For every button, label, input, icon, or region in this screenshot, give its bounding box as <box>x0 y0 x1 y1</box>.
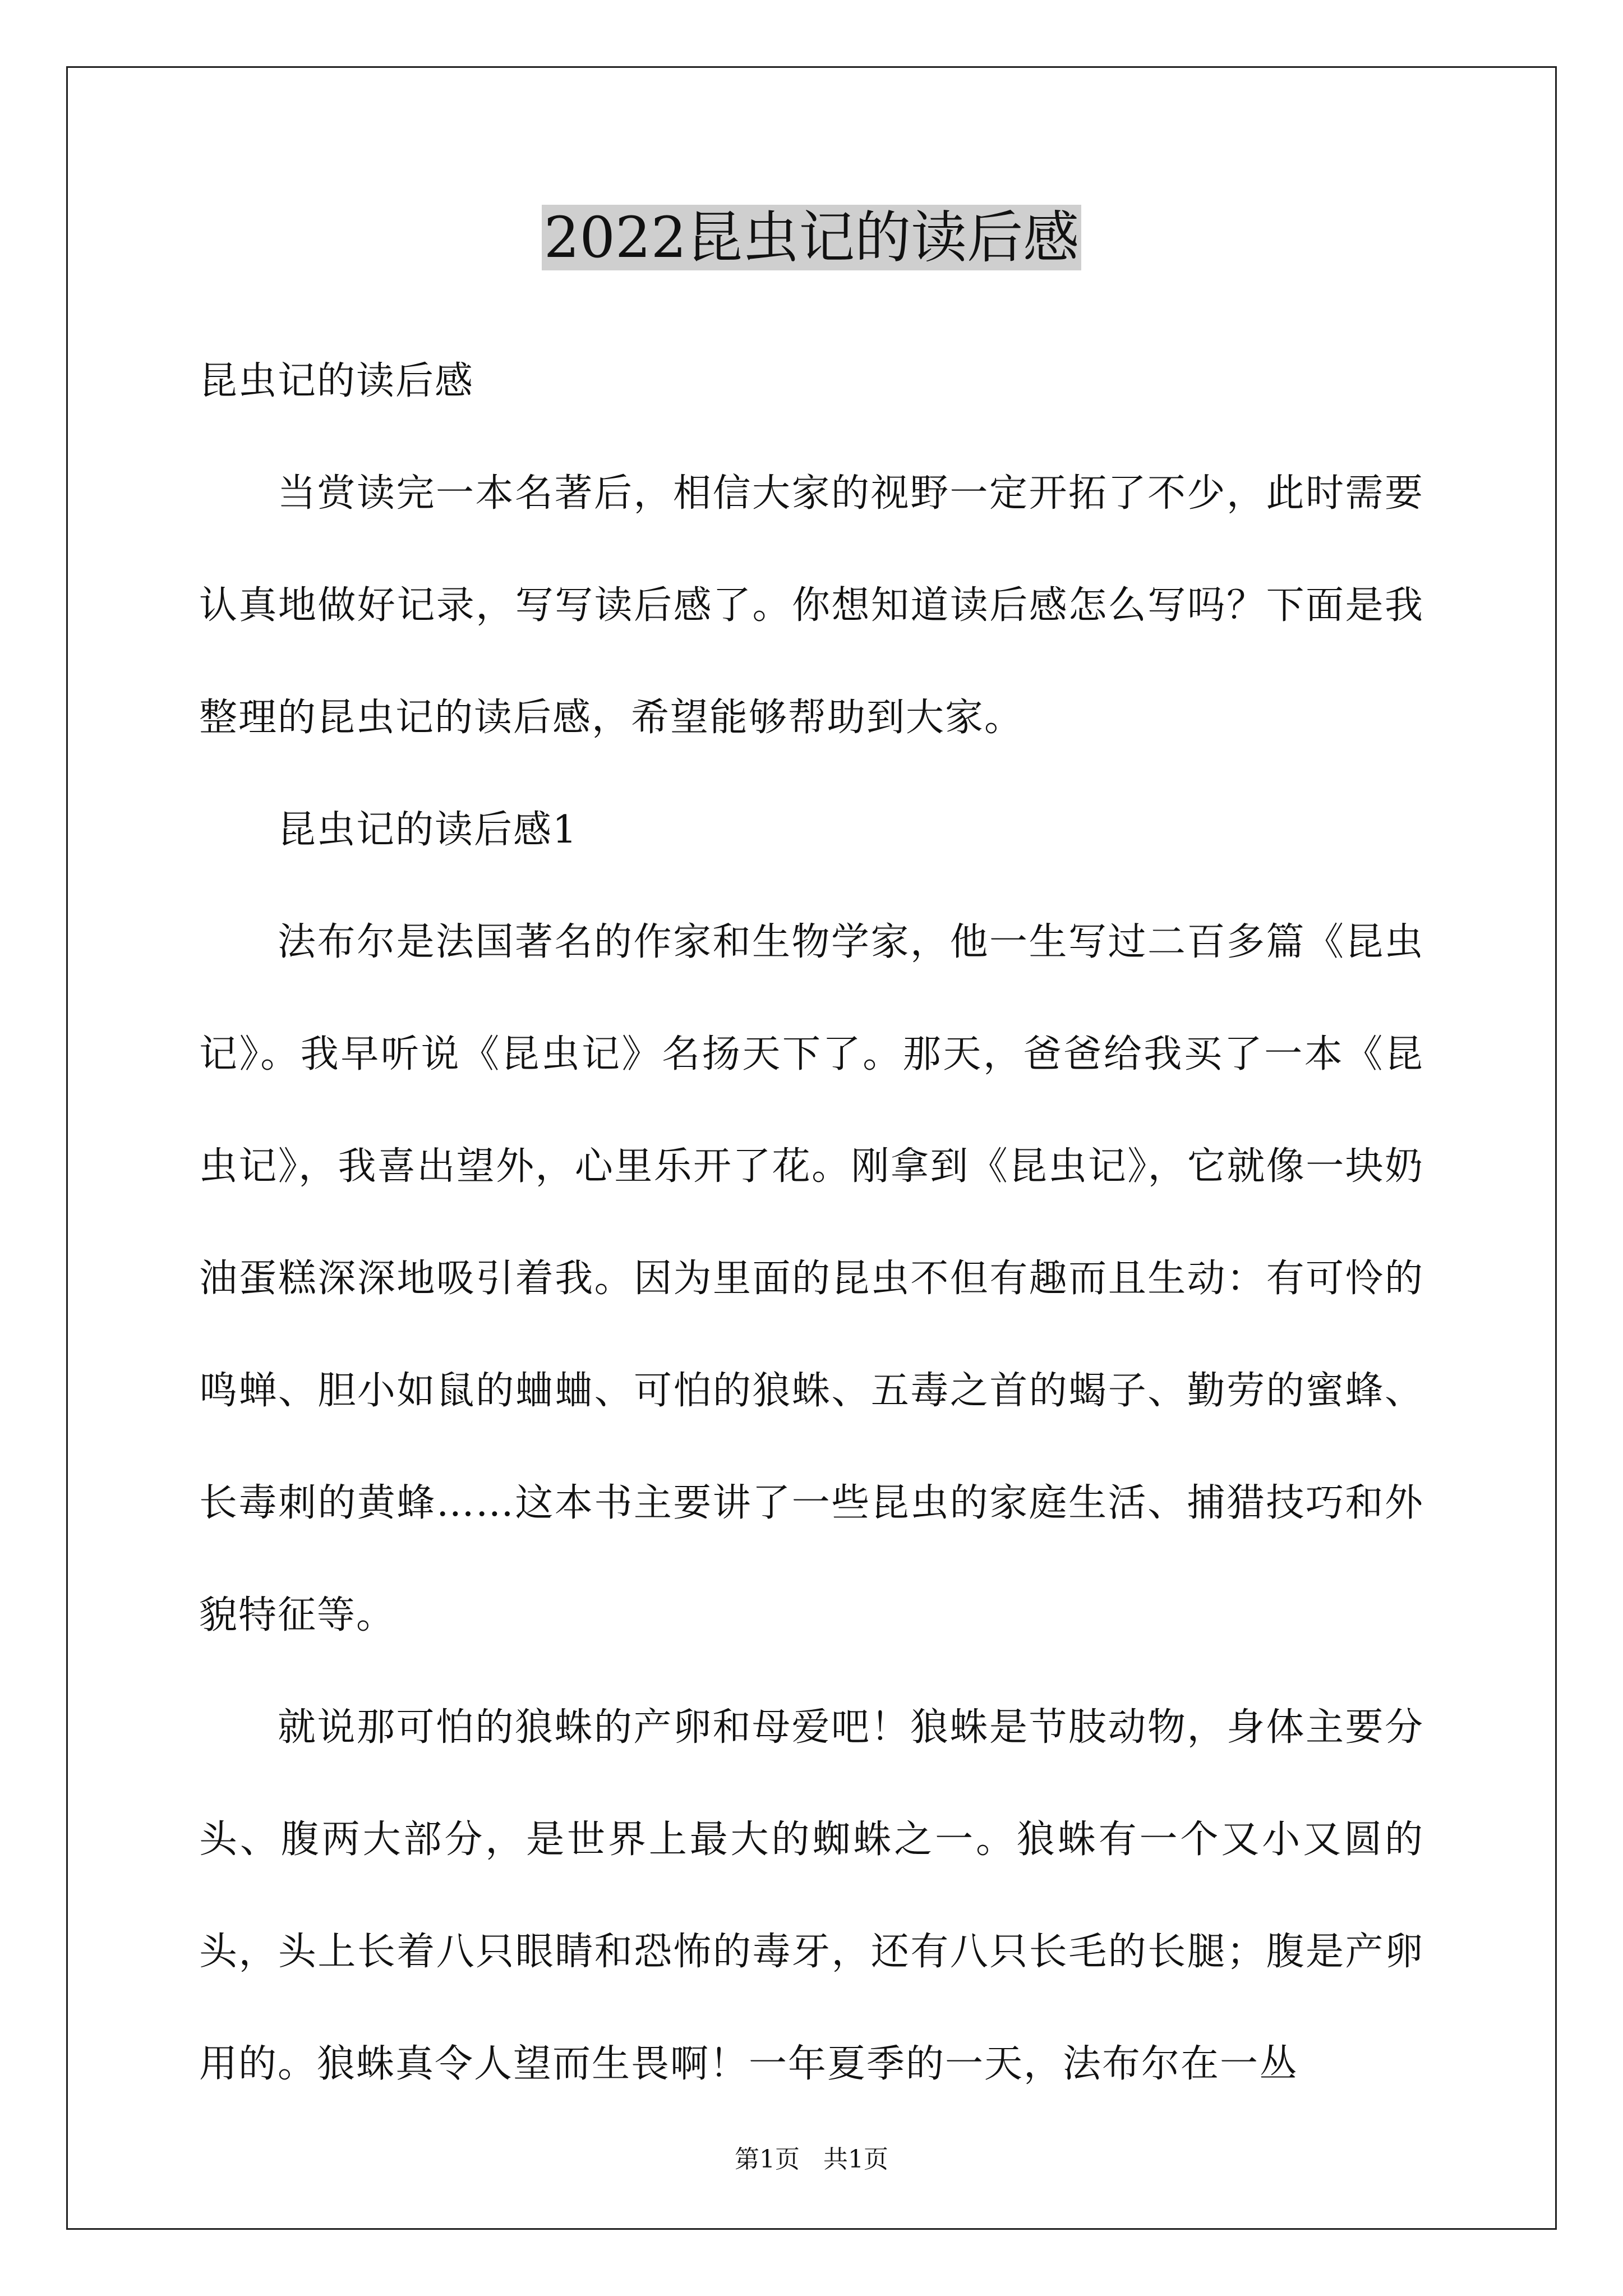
paragraph-fabre: 法布尔是法国著名的作家和生物学家，他一生写过二百多篇《昆虫记》。我早听说《昆虫记》名扬天下了。那天，爸爸给我买了一本《昆虫记》，我喜出望外，心里乐开了花。刚拿到《昆虫记》，它就像一块奶油蛋糕深深地吸引着我。因为里面的昆虫不但有趣而且生动：有可怜的鸣蝉、胆小如鼠的蛐蛐、可怕的狼蛛、五毒之首的蝎子、勤劳的蜜蜂、长毒刺的黄蜂……这本书主要讲了一些昆虫的家庭生活、捕猎技巧和外貌特征等。 <box>199 920 1424 1637</box>
paragraph-section-title: 昆虫记的读后感1 <box>278 808 578 852</box>
document-title <box>0 201 1623 275</box>
document-title-text: 2022昆虫记的读后感 <box>542 205 1082 270</box>
page-footer: 第1页 共1页 <box>735 2145 888 2174</box>
paragraph-wolf-spider: 就说那可怕的狼蛛的产卵和母爱吧！狼蛛是节肢动物，身体主要分头、腹两大部分，是世界上最大的蜘蛛之一。狼蛛有一个又小又圆的头，头上长着八只眼睛和恐怖的毒牙，还有八只长毛的长腿；腹是产卵用的。狼蛛真令人望而生畏啊！一年夏季的一天，法布尔在一丛 <box>199 1705 1424 2086</box>
document-body <box>199 325 1424 2120</box>
paragraph-intro: 当赏读完一本名著后，相信大家的视野一定开拓了不少，此时需要认真地做好记录，写写读后感了。你想知道读后感怎么写吗？下面是我整理的昆虫记的读后感，希望能够帮助到大家。 <box>199 471 1424 740</box>
paragraph-heading: 昆虫记的读后感 <box>199 359 474 403</box>
